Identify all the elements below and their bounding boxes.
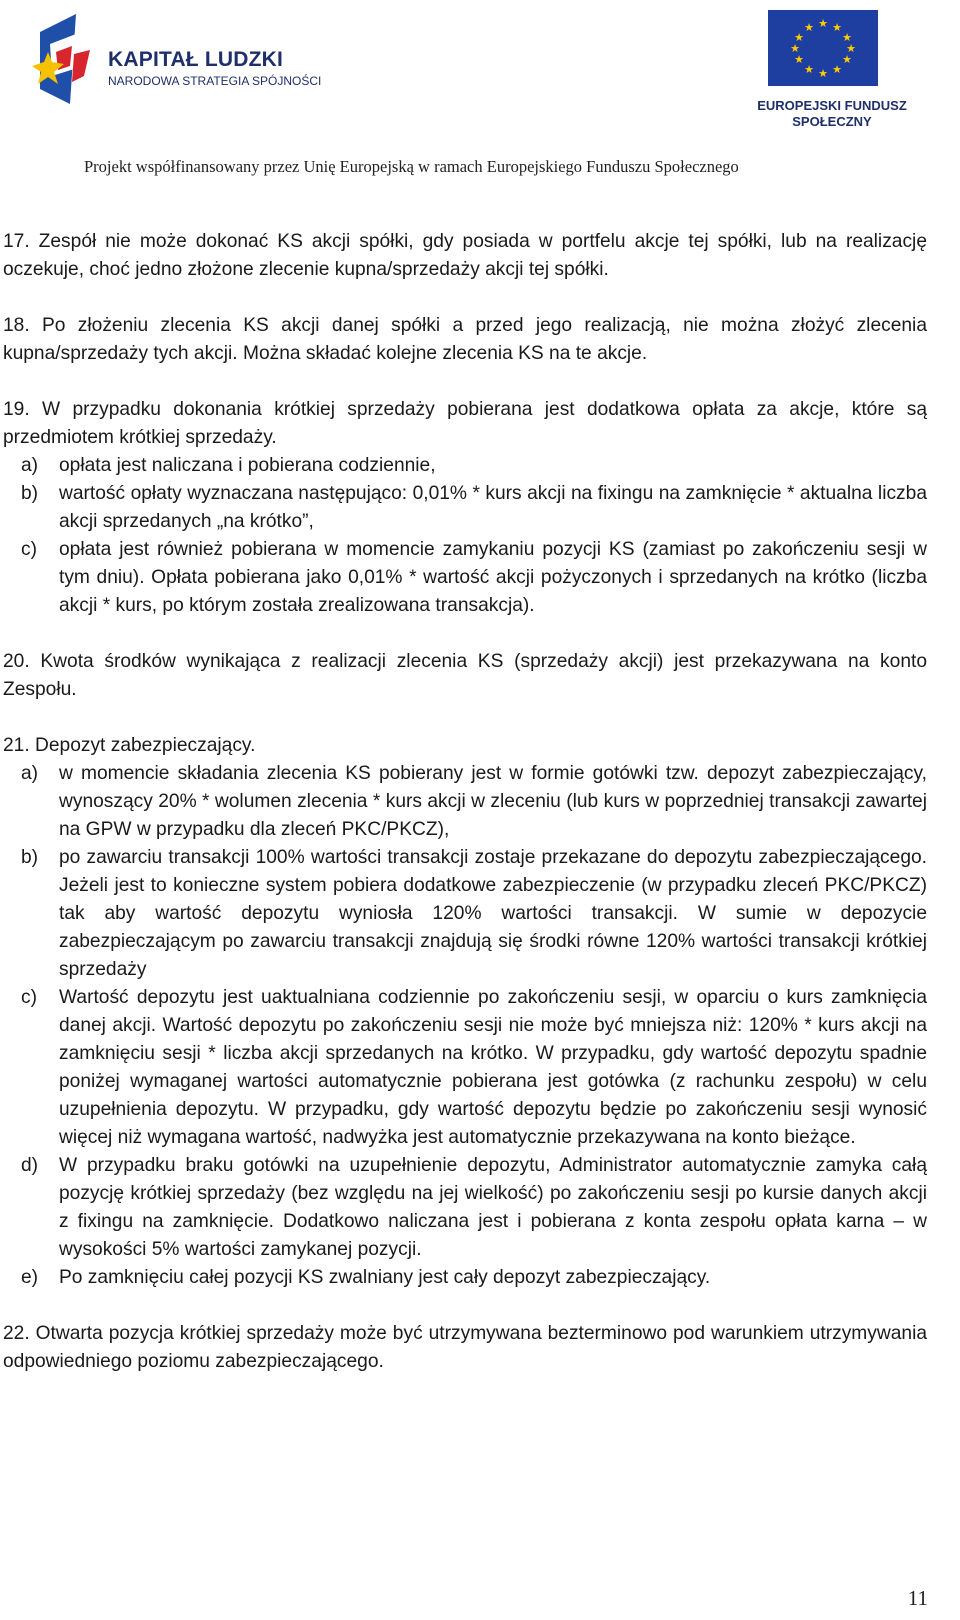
- list-item-text: W przypadku braku gotówki na uzupełnienie depozytu, Administrator automatycznie zamyka całą pozycję krótkiej sprzedaży (bez względu na jej wielkość) po zakończeniu sesji po kursie danych akcji z fixingu na zamknięcie. Dodatkowo naliczana jest i pobierana z konta zespołu opłata karna – w wysokości 5% wartości zamykanej pozycji.: [59, 1155, 927, 1260]
- list-item: [3, 984, 927, 1152]
- eu-fund-line2: SPOŁECZNY: [792, 114, 872, 129]
- svg-text:★: ★: [818, 67, 828, 80]
- eu-fund-line1: EUROPEJSKI FUNDUSZ: [757, 98, 907, 113]
- svg-text:★: ★: [804, 63, 814, 76]
- list-item: [3, 480, 927, 536]
- section-21: [3, 732, 927, 1292]
- list-item-label: a): [21, 763, 39, 784]
- svg-text:★: ★: [832, 63, 842, 76]
- svg-text:★: ★: [790, 42, 800, 55]
- list-item: [3, 1264, 927, 1292]
- section-19: [3, 396, 927, 620]
- list-item: [3, 760, 927, 844]
- section-22: [3, 1320, 927, 1376]
- eu-fund-label: [752, 98, 912, 130]
- page-number: 11: [907, 1586, 928, 1610]
- svg-text:★: ★: [818, 17, 828, 30]
- section-text: 18. Po złożeniu zlecenia KS akcji danej spółki a przed jego realizacją, nie można złożyć zlecenia kupna/sprzedaży tych akcji. Można składać kolejne zlecenia KS na te akcje.: [3, 315, 927, 364]
- section-text: 22. Otwarta pozycja krótkiej sprzedaży może być utrzymywana bezterminowo pod warunkiem utrzymywania odpowiedniego poziomu zabezpieczającego.: [3, 1323, 927, 1372]
- kapital-ludzki-emblem-icon: [30, 14, 110, 114]
- svg-text:★: ★: [846, 42, 856, 55]
- list-item-text: opłata jest również pobierana w momencie zamykaniu pozycji KS (zamiast po zakończeniu sesji w tym dniu). Opłata pobierana jako 0,01% * wartość akcji pożyczonych i sprzedanych na krótko (liczba akcji * kurs, po którym została zrealizowana transakcja).: [59, 539, 927, 616]
- list-item-label: c): [21, 539, 37, 560]
- section-20: [3, 648, 927, 704]
- list-item: [3, 844, 927, 984]
- list-item-text: w momencie składania zlecenia KS pobierany jest w formie gotówki tzw. depozyt zabezpieczający, wynoszący 20% * wolumen zlecenia * kurs akcji w zleceniu (lub kurs w poprzedniej transakcji zawartej na GPW w przypadku dla zleceń PKC/PKCZ),: [59, 763, 927, 840]
- section-text: 19. W przypadku dokonania krótkiej sprzedaży pobierana jest dodatkowa opłata za akcje, które są przedmiotem krótkiej sprzedaży.: [3, 399, 927, 448]
- svg-text:★: ★: [842, 53, 852, 66]
- page-header: [0, 0, 960, 190]
- kapital-ludzki-subtitle: NARODOWA STRATEGIA SPÓJNOŚCI: [108, 74, 322, 88]
- section-text: 17. Zespół nie może dokonać KS akcji spółki, gdy posiada w portfelu akcje tej spółki, lub na realizację oczekuje, choć jedno złożone zlecenie kupna/sprzedaży akcji tej spółki.: [3, 231, 927, 280]
- svg-text:★: ★: [832, 21, 842, 34]
- list-item-label: b): [21, 847, 39, 868]
- section-17: [3, 228, 927, 284]
- list-item-label: e): [21, 1267, 39, 1288]
- svg-text:★: ★: [842, 31, 852, 44]
- list-item: [3, 536, 927, 620]
- list-item-label: d): [21, 1155, 39, 1176]
- list-item-label: a): [21, 455, 39, 476]
- list-item-text: opłata jest naliczana i pobierana codziennie,: [59, 455, 436, 476]
- document-body: [3, 228, 927, 1404]
- list-item-text: wartość opłaty wyznaczana następująco: 0,01% * kurs akcji na fixingu na zamknięcie * aktualna liczba akcji sprzedanych „na krótko”,: [59, 483, 927, 532]
- list-item-text: po zawarciu transakcji 100% wartości transakcji zostaje przekazane do depozytu zabezpieczającego. Jeżeli jest to konieczne system pobiera dodatkowe zabezpieczenie (w przypadku zleceń PKC/PKCZ) tak aby wartość depozytu wyniosła 120% wartości transakcji. W sumie w depozycie zabezpieczającym po zawarciu transakcji znajdują się środki równe 120% wartości transakcji krótkiej sprzedaży: [59, 847, 927, 980]
- kapital-ludzki-title: KAPITAŁ LUDZKI: [108, 48, 284, 71]
- project-cofinancing-line: Projekt współfinansowany przez Unię Europejską w ramach Europejskiego Funduszu Społecznego: [84, 157, 739, 176]
- kapital-ludzki-wordmark: [108, 48, 321, 88]
- section-18: [3, 312, 927, 368]
- list-item-text: Po zamknięciu całej pozycji KS zwalniany jest cały depozyt zabezpieczający.: [59, 1267, 711, 1288]
- section-text: 21. Depozyt zabezpieczający.: [3, 735, 256, 756]
- section-text: 20. Kwota środków wynikająca z realizacji zlecenia KS (sprzedaży akcji) jest przekazywana na konto Zespołu.: [3, 651, 927, 700]
- list-item-text: Wartość depozytu jest uaktualniana codziennie po zakończeniu sesji, w oparciu o kurs zamknięcia danej akcji. Wartość depozytu po zakończeniu sesji nie może być mniejsza niż: 120% * kurs akcji na zamknięciu sesji * liczba akcji sprzedanych na krótko. W przypadku, gdy wartość depozytu spadnie poniżej wymaganej wartości automatycznie pobierana jest gotówka (z rachunku zespołu) w celu uzupełnienia depozytu. W przypadku, gdy wartość depozytu będzie po zakończeniu sesji wynosić więcej niż wymagana wartość, nadwyżka jest automatycznie przekazywana na konto bieżące.: [59, 987, 927, 1148]
- list-item: [3, 452, 927, 480]
- list-item-label: b): [21, 483, 39, 504]
- list-item: [3, 1152, 927, 1264]
- svg-text:★: ★: [794, 53, 804, 66]
- svg-text:★: ★: [794, 31, 804, 44]
- list-item-label: c): [21, 987, 37, 1008]
- svg-text:★: ★: [804, 21, 814, 34]
